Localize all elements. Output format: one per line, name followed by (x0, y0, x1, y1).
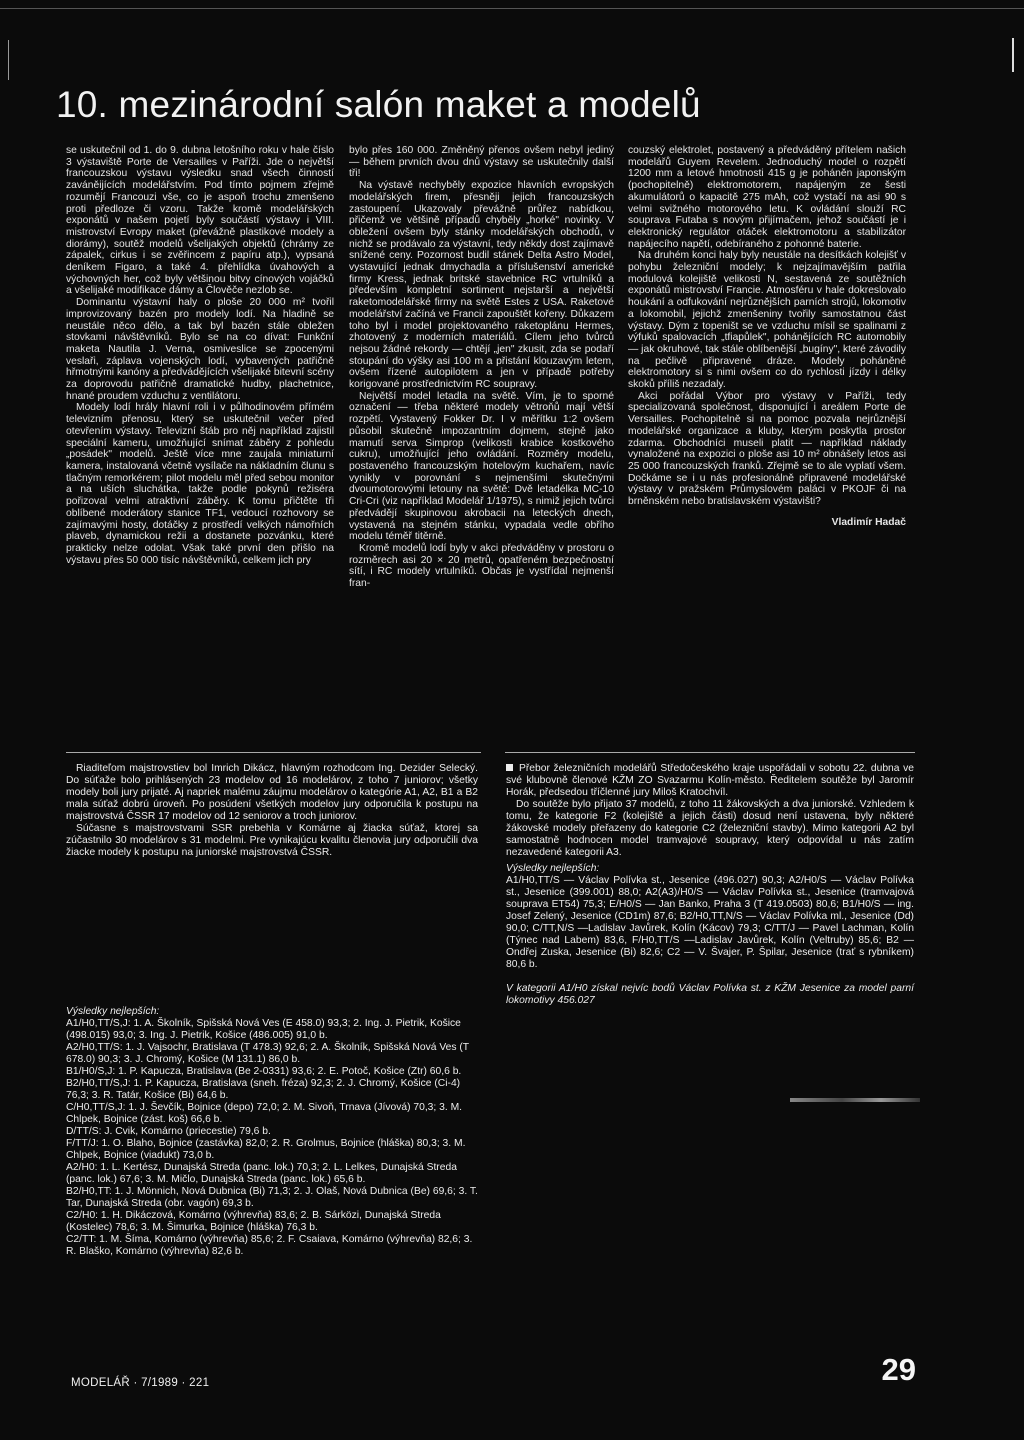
paragraph: Na výstavě nechyběly expozice hlavních evropských modelářských firem, přesněji jejich francouzských zastoupení. Ukazovaly převážně průřez nabídkou, přičemž ve většině případů chyběly „horké" novinky. V obležení ovšem byly stánky modelářských obchodů, v nichž se prodávalo za výstavní, tedy někdy dost zajímavě snížené ceny. Pozornost budil stánek Delta Astro Model, vystavující jednak dmychadla a příslušenství americké firmy Kress, jednak britské stavebnice RC vrtulníků a především kompletní sortiment nejstarší a největší raketomodelářské firmy na světě Estes z USA. Raketové modelářství začíná ve Francii zapouštět kořeny. Důkazem toho byl i model projektovaného raketoplánu Hermes, zhotovený z moderních materiálů. Cílem jeho tvůrců nejsou žádné rekordy — chtějí „jen" zkusit, zda se podaří stoupání do výšky asi 100 m a přistání klouzavým letem, ovšem řízené autopilotem a jen v případě potřeby korigované prostřednictvím RC soupravy. (349, 180, 614, 391)
article-column-2 (349, 145, 614, 590)
magazine-footer: MODELÁŘ · 7/1989 · 221 (71, 1377, 210, 1389)
result-item: A2/H0,TT/S: 1. J. Vajsochr, Bratislava (T 478.3) 92,6; 2. A. Školník, Spišská Nová Ves (T 678.0) 90,3; 3. J. Chromý, Košice (M 131.1) 86,0 b. (66, 1042, 469, 1065)
article-title: 10. mezinárodní salón maket a modelů (56, 84, 701, 125)
paragraph: Do soutěže bylo přijato 37 modelů, z toho 11 žákovských a dva juniorské. Vzhledem k tomu, že kategorie F2 (kolejiště a jejich části) dosud není ustavena, byly některé žákovské modely přeřazeny do kategorie C2 (železniční stavby). Mimo kategorii A2 byl samostatně hodnocen model tramvajové soupravy, který odpovídal u nás zatím nezavedené kategorii A3. (506, 799, 914, 858)
results-heading: Výsledky nejlepších: (506, 863, 600, 874)
paragraph: Na druhém konci haly byly neustále na desítkách kolejišť v pohybu železniční modely; k nejzajímavějším patřila modulová kolejiště velikosti N, sestavená ze soutěžních exponátů mistrovství Francie. Atmosféru v hale dokreslovalo houkání a odfukování nejrůznějších parních strojů, lokomotiv a lokomobil, jejichž zmenšeniny tvořily samostatnou část výstavy. Dým z topeništ se ve vzduchu mísil se spalinami z výfuků spalovacích „tfiapůlek", pohánějících RC automobily — jak okruhové, tak stále oblíbenější „bugíny", které závodily na pečlivě připravené dráze. Modely poháněné elektromotory si s nimi ovšem co do rychlosti jízdy i délky skoků příliš nezadaly. (628, 250, 906, 391)
results-heading: Výsledky nejlepších: (66, 1006, 160, 1017)
paragraph-lead (506, 763, 914, 799)
results-left (66, 1006, 478, 1258)
article-column-1 (66, 145, 334, 566)
paragraph: se uskutečnil od 1. do 9. dubna letošního roku v hale číslo 3 výstaviště Porte de Versailles v Paříži. Jde o největší francouzskou výstavu výsledku snad všech činností zaváněijících modelářstvím. Pod tímto pojmem zřejmě rozumějí Francouzi vše, co je aspoň trochu zmenšeno proti předloze či vzoru. Takže kromě modelářských exponátů v našem pojetí byly součástí výstavy i VIII. mistrovství Evropy maket (převážně plastikové modely a diorámy), soutěž modelů všelijakých objektů (chrámy ze zápalek, cirkus i se zvěřincem z papíru atp.), vypsaná deníkem Figaro, a také 4. přehlídka úvahových a výchovných her, což byly většinou bitvy cínových vojáčků a všelijaké modifikace dámy a Člověče nezlob se. (66, 145, 334, 297)
section-divider-right (505, 752, 915, 753)
result-item: C2/H0: 1. H. Dikáczová, Komárno (výhrevňa) 83,6; 2. B. Sárközi, Dunajská Streda (Kostelec) 78,6; 3. M. Šimurka, Bojnice (hláška) 76,3 b. (66, 1210, 441, 1233)
report-slovak-championship (66, 763, 478, 859)
page-number: 29 (881, 1352, 916, 1387)
article-column-3 (628, 145, 906, 529)
results-right (506, 863, 914, 1007)
results-text: A1/H0,TT/S — Václav Polívka st., Jesenice (496.027) 90,3; A2/H0/S — Václav Polívka st., Jesenice (399.001) 88,0; A2(A3)/H0/S — Václav Polívka st., Jesenice (tramvajová souprava ET54) 75,3; E/H0/S — Jan Banko, Praha 3 (T 419.0503) 80,6; B1/H0/S — ing. Josef Zelený, Jesenice (CD1m) 87,6; B2/H0,TT,N/S — Václav Polívka ml., Jesenice (Dd) 90,0; C/TT,N/S —Ladislav Javůrek, Kolín (Kácov) 79,3; C/TT/J — Pavel Lachman, Kolín (Týnec nad Labem) 83,6, F/H0,TT/S —Ladislav Javůrek, Kolín (Veltruby) 85,6; B2 — Ondřej Zuska, Jesenice (Bi) 82,6; C2 — V. Švajer, P. Špilar, Jesenice (trať s rybníkem) 80,6 b. (506, 875, 914, 970)
paragraph: bylo přes 160 000. Změněný přenos ovšem nebyl jediný — během prvních dvou dnů výstavy se uskutečnily další tři! (349, 145, 614, 180)
paragraph: Dominantu výstavní haly o ploše 20 000 m² tvořil improvizovaný bazén pro modely lodí. Na hladině se neustále něco dělo, a tak byl bazén stále obležen stovkami návštěvníků. Bylo se na co dívat: Funkční maketa Nautila J. Verna, osmiveslice se zpocenými veslaři, záplava vojenských lodí, vybavených patřičně hřmotnými kanóny a předvádějících všelijaké bitevní scény za doprovodu patřičně dramatické hudby, plachetnice, hnané proudem vzduchu z ventilátoru. (66, 297, 334, 402)
section-divider-left (66, 752, 481, 753)
result-item: B2/H0,TT: 1. J. Mönnich, Nová Dubnica (Bi) 71,3; 2. J. Olaš, Nová Dubnica (Be) 69,6; 3. T. Tar, Dunajská Streda (obr. vagón) 69,3 b. (66, 1186, 478, 1209)
bullet-icon (506, 764, 513, 771)
paragraph: Největší model letadla na světě. Vím, je to sporné označení — třeba některé modely větroňů mají větší rozpětí. Vystavený Fokker Dr. I v měřítku 1:2 ovšem působil skutečně impozantním dojmem, stejně jako mamutí serva Simprop (velikosti krabice kostkového cukru), umožňující jeho ovládání. Rozměry modelu, postaveného francouzským hotelovým kuchařem, navíc vynikly v porovnání s nejmenšími skutečnými dvoumotorovými letouny na světě: Dvě letadélka MC-10 Cri-Cri (viz například Modelář 1/1975), s nimiž jejich tvůrci předvádějí skupinovou akrobacii na leteckých dnech, vystavená na stejném stánku, vypadala vedle obřího modelu téměř titěrně. (349, 390, 614, 543)
result-item: B1/H0/S,J: 1. P. Kapucza, Bratislava (Be 2-0331) 93,6; 2. E. Potoč, Košice (Ztr) 60,6 b. (66, 1066, 462, 1077)
result-item: A2/H0: 1. L. Kertész, Dunajská Streda (panc. lok.) 70,3; 2. L. Lelkes, Dunajská Streda (panc. lok.) 67,6; 3. M. Mičlo, Dunajská Streda (panc. lok.) 65,6 b. (66, 1162, 457, 1185)
scan-artifact (790, 1098, 920, 1102)
paragraph: Súčasne s majstrovstvami SSR prebehla v Komárne aj žiacka súťaž, ktorej sa zúčastnilo 30 modelárov s 31 modelmi. Pre vynikajúcu kvalitu členovia jury odporučili dva žiacke modely k postupu na juniorské majstrovstvá ČSSR. (66, 823, 478, 858)
paragraph: Kromě modelů lodí byly v akci předváděny v prostoru o rozměrech asi 20 × 20 metrů, opatřeném bezpečnostní sítí, i RC modely vrtulníků. Občas je vystřídal nejmenší fran- (349, 542, 614, 590)
report-central-bohemia (506, 763, 914, 859)
result-item: C/H0,TT/S,J: 1. J. Ševčík, Bojnice (depo) 72,0; 2. M. Sivoň, Trnava (Jívová) 70,3; 3. M. Chlpek, Bojnice (zást. koš) 66,6 b. (66, 1102, 463, 1125)
paragraph: couzský elektrolet, postavený a předváděný přítelem našich modelářů Guyem Revelem. Jednoduchý model o rozpětí 1200 mm a letové hmotnosti 415 g je poháněn japonským (pochopitelně) elektromotorem, napájeným ze šesti akumulátorů o kapacitě 275 mAh, což vystačí na asi 90 s velmi svižného motorového letu. K ovládání slouží RC souprava Futaba s novým přijímačem, jehož součástí je i elektronický regulátor otáček elektromotoru a stabilizátor napájecího napětí, odebíraného z pohonné baterie. (628, 145, 906, 250)
result-item: C2/TT: 1. M. Šíma, Komárno (výhrevňa) 85,6; 2. F. Csaiava, Komárno (výhrevňa) 82,6; 3. R. Blaško, Komárno (výhrevňa) 82,6 b. (66, 1234, 473, 1257)
result-item: B2/H0,TT/S,J: 1. P. Kapucza, Bratislava (sneh. fréza) 92,3; 2. J. Chromý, Košice (Ci-4) 76,3; 3. R. Tatár, Košice (Bi) 64,6 b. (66, 1078, 461, 1101)
top-rule (0, 2, 1024, 9)
paragraph: Riaditeľom majstrovstiev bol Imrich Dikácz, hlavným rozhodcom Ing. Dezider Selecký. Do súťaže bolo prihlásených 23 modelov od 16 modelárov, z toho 7 juniorov; všetky modely boli jury prijaté. Aj napriek malému záujmu modelárov o kategórie A1, A2, B1 a B2 mala súťaž dobrú úroveň. Po posúdení všetkých modelov jury odporučila k postupu na majstrovstvá ČSSR 17 modelov od 12 seniorov a troch juniorov. (66, 763, 478, 822)
scan-edge-mark (8, 40, 9, 80)
paragraph: Modely lodí hrály hlavní roli i v půlhodinovém přímém televizním přenosu, který se uskutečnil večer před otevřením výstavy. Televizní štáb pro něj například zajistil speciální kameru, umožňující snímat záběry z pohledu „posádek" modelů. Ještě více mne zaujala miniaturní kamera, instalovaná včetně vysílače na nákladním člunu s tlačným remorkérem; pilot modelu měl před sebou monitor a na uších sluchátka, takže podle pokynů režiséra pořizoval velmi atraktivní záběry. K tomu přičtěte tři oblíbené moderátory stanice TF1, vedoucí rozhovory se zajímavými hosty, dotáčky z prostředí velkých námořních plaveb, dynamickou režii a dostanete pozvánku, které prakticky nelze odolat. Však také první den přišlo na výstavu přes 50 000 tisíc návštěvníků, celkem jich pry (66, 402, 334, 566)
result-item: D/TT/S: J. Cvik, Komárno (priecestie) 79,6 b. (66, 1126, 271, 1137)
scan-edge-mark-right (1012, 38, 1014, 72)
author-signature: Vladimír Hadač (831, 516, 906, 528)
paragraph: Přebor železničních modelářů Středočeského kraje uspořádali v sobotu 22. dubna ve své klubovně členové KŽM ZO Svazarmu Kolín-město. Ředitelem soutěže byl Jaromír Horák, předsedou tříčlenné jury Miloš Kratochvíl. (506, 763, 914, 798)
paragraph: Akci pořádal Výbor pro výstavy v Paříži, tedy specializovaná společnost, disponující i areálem Porte de Versailles. Pochopitelně si na pomoc pozvala nejrůznější modelářské organizace a kluby, kterým poskytla prostor zdarma. Obchodníci museli platit — například náklady vynaložené na expozici o ploše asi 10 m² obnášely letos asi 25 000 francouzských franků. Zřejmě se to ale vyplatí všem. Dočkáme se i u nás profesionálně připravené modelářské výstavy v pražském Průmyslovém paláci v PKOJF či na brněnském nebo bratislavském výstavišti? (628, 390, 906, 508)
result-item: A1/H0,TT/S,J: 1. A. Školník, Spišská Nová Ves (E 458.0) 93,3; 2. Ing. J. Pietrik, Košice (498.015) 93,0; 3. Ing. J. Pietrik, Košice (486.005) 91,0 b. (66, 1018, 461, 1041)
result-item: F/TT/J: 1. O. Blaho, Bojnice (zastávka) 82,0; 2. R. Grolmus, Bojnice (hláška) 80,3; 3. M. Chlpek, Bojnice (viadukt) 73,0 b. (66, 1138, 466, 1161)
results-note: V kategorii A1/H0 získal nejvíc bodů Václav Polívka st. z KŽM Jesenice za model parní lokomotivy 456.027 (506, 983, 914, 1006)
